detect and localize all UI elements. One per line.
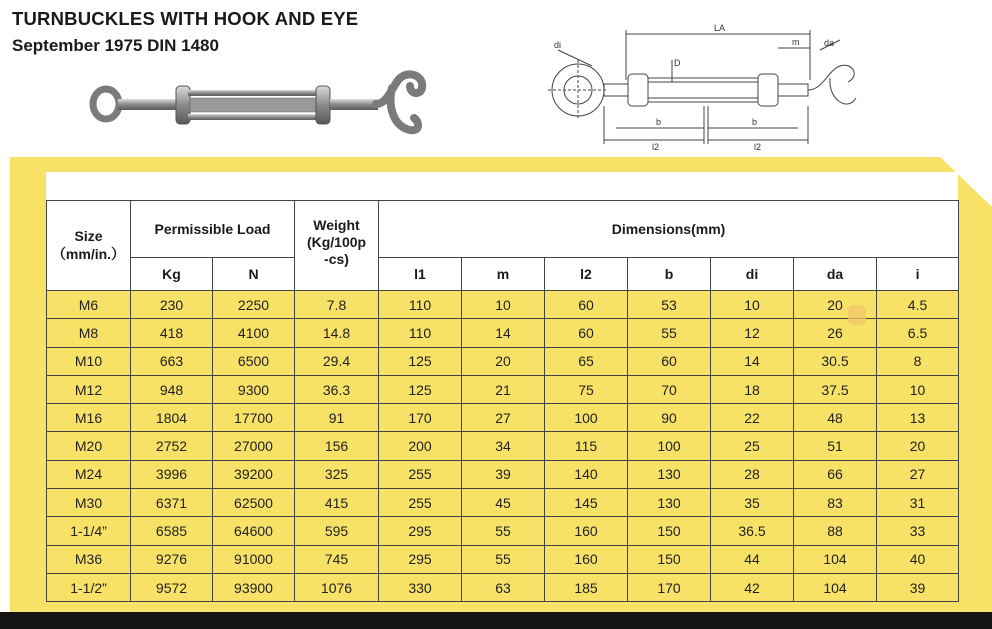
cell-m: 39 <box>462 460 545 488</box>
cell-size: M20 <box>47 432 131 460</box>
header-i: i <box>877 258 959 291</box>
spec-table <box>46 200 959 602</box>
cell-l1: 200 <box>379 432 462 460</box>
cell-l1: 295 <box>379 517 462 545</box>
page-subtitle: September 1975 DIN 1480 <box>12 36 219 55</box>
cell-i: 4.5 <box>877 291 959 319</box>
cell-di: 10 <box>711 291 794 319</box>
cell-b: 55 <box>628 319 711 347</box>
cell-weight: 36.3 <box>295 375 379 403</box>
cell-kg: 9572 <box>131 573 213 601</box>
technical-drawing <box>548 20 868 152</box>
cell-da: 104 <box>794 573 877 601</box>
cell-n: 64600 <box>213 517 295 545</box>
cell-weight: 14.8 <box>295 319 379 347</box>
cell-da: 20 <box>794 291 877 319</box>
bottom-bar <box>0 612 992 629</box>
cell-l1: 110 <box>379 291 462 319</box>
cell-m: 55 <box>462 545 545 573</box>
cell-l2: 160 <box>545 545 628 573</box>
cell-di: 22 <box>711 404 794 432</box>
cell-size: M16 <box>47 404 131 432</box>
table-row <box>47 573 959 601</box>
table-row <box>47 489 959 517</box>
cell-weight: 29.4 <box>295 347 379 375</box>
cell-size: M36 <box>47 545 131 573</box>
cell-m: 55 <box>462 517 545 545</box>
cell-size: M10 <box>47 347 131 375</box>
cell-l1: 125 <box>379 347 462 375</box>
cell-da: 48 <box>794 404 877 432</box>
cell-i: 13 <box>877 404 959 432</box>
cell-kg: 6585 <box>131 517 213 545</box>
cell-m: 14 <box>462 319 545 347</box>
header-di: di <box>711 258 794 291</box>
cell-size: 1-1/4” <box>47 517 131 545</box>
cell-size: M6 <box>47 291 131 319</box>
cell-n: 91000 <box>213 545 295 573</box>
drawing-label-di: di <box>554 40 562 50</box>
cell-b: 60 <box>628 347 711 375</box>
cell-l1: 295 <box>379 545 462 573</box>
table-row <box>47 375 959 403</box>
drawing-label-da: da <box>824 38 835 48</box>
cell-kg: 948 <box>131 375 213 403</box>
drawing-label-m: m <box>792 37 800 47</box>
cell-n: 27000 <box>213 432 295 460</box>
cell-i: 31 <box>877 489 959 517</box>
cell-m: 63 <box>462 573 545 601</box>
cell-da: 51 <box>794 432 877 460</box>
table-row <box>47 460 959 488</box>
header-permissible-load <box>131 201 295 258</box>
table-row <box>47 347 959 375</box>
cell-i: 33 <box>877 517 959 545</box>
cell-kg: 6371 <box>131 489 213 517</box>
cell-b: 90 <box>628 404 711 432</box>
table-top-strip <box>46 172 958 200</box>
cell-l2: 160 <box>545 517 628 545</box>
cell-di: 28 <box>711 460 794 488</box>
drawing-label-d: D <box>674 58 681 68</box>
cell-l1: 255 <box>379 489 462 517</box>
cell-b: 130 <box>628 489 711 517</box>
header-kg: Kg <box>131 258 213 291</box>
cell-n: 4100 <box>213 319 295 347</box>
cell-l1: 110 <box>379 319 462 347</box>
cell-di: 25 <box>711 432 794 460</box>
cell-i: 39 <box>877 573 959 601</box>
cell-l1: 125 <box>379 375 462 403</box>
cell-l2: 145 <box>545 489 628 517</box>
header-n: N <box>213 258 295 291</box>
cell-weight: 7.8 <box>295 291 379 319</box>
table-row <box>47 545 959 573</box>
drawing-label-la: LA <box>714 23 726 33</box>
cell-m: 20 <box>462 347 545 375</box>
cell-da: 83 <box>794 489 877 517</box>
cell-l2: 115 <box>545 432 628 460</box>
cell-n: 17700 <box>213 404 295 432</box>
watermark-icon <box>848 305 866 325</box>
cell-b: 100 <box>628 432 711 460</box>
cell-kg: 9276 <box>131 545 213 573</box>
cell-weight: 595 <box>295 517 379 545</box>
cell-n: 9300 <box>213 375 295 403</box>
cell-i: 8 <box>877 347 959 375</box>
header-l2: l2 <box>545 258 628 291</box>
cell-l1: 170 <box>379 404 462 432</box>
cell-weight: 91 <box>295 404 379 432</box>
header-weight <box>295 201 379 291</box>
cell-l1: 330 <box>379 573 462 601</box>
cell-weight: 745 <box>295 545 379 573</box>
cell-n: 6500 <box>213 347 295 375</box>
cell-kg: 230 <box>131 291 213 319</box>
cell-kg: 418 <box>131 319 213 347</box>
header-permissible-load-label: Permissible Load <box>154 221 271 237</box>
cell-kg: 3996 <box>131 460 213 488</box>
cell-size: 1-1/2” <box>47 573 131 601</box>
cell-da: 26 <box>794 319 877 347</box>
cell-di: 42 <box>711 573 794 601</box>
header-weight-label: Weight (Kg/100p -cs) <box>306 217 367 267</box>
cell-di: 36.5 <box>711 517 794 545</box>
cell-l2: 185 <box>545 573 628 601</box>
cell-kg: 663 <box>131 347 213 375</box>
cell-l2: 65 <box>545 347 628 375</box>
cell-m: 45 <box>462 489 545 517</box>
cell-l2: 140 <box>545 460 628 488</box>
header-m: m <box>462 258 545 291</box>
cell-i: 27 <box>877 460 959 488</box>
cell-m: 21 <box>462 375 545 403</box>
cell-m: 34 <box>462 432 545 460</box>
cell-l2: 100 <box>545 404 628 432</box>
cell-b: 170 <box>628 573 711 601</box>
cell-n: 2250 <box>213 291 295 319</box>
cell-da: 88 <box>794 517 877 545</box>
header-da: da <box>794 258 877 291</box>
cell-weight: 1076 <box>295 573 379 601</box>
cell-b: 150 <box>628 545 711 573</box>
cell-weight: 325 <box>295 460 379 488</box>
cell-n: 93900 <box>213 573 295 601</box>
header-dimensions-label: Dimensions(mm) <box>611 221 726 237</box>
cell-di: 14 <box>711 347 794 375</box>
cell-m: 10 <box>462 291 545 319</box>
cell-i: 6.5 <box>877 319 959 347</box>
cell-m: 27 <box>462 404 545 432</box>
cell-da: 104 <box>794 545 877 573</box>
cell-l2: 60 <box>545 319 628 347</box>
header-b: b <box>628 258 711 291</box>
page-title: TURNBUCKLES WITH HOOK AND EYE <box>12 8 359 29</box>
cell-di: 35 <box>711 489 794 517</box>
table-row <box>47 432 959 460</box>
cell-b: 70 <box>628 375 711 403</box>
drawing-label-l2-right: l2 <box>754 142 762 152</box>
cell-i: 10 <box>877 375 959 403</box>
cell-di: 44 <box>711 545 794 573</box>
header-size-label: Size （mm/in.） <box>51 227 126 262</box>
drawing-label-b-left: b <box>656 117 662 127</box>
header-size <box>47 201 131 291</box>
cell-di: 12 <box>711 319 794 347</box>
cell-l2: 75 <box>545 375 628 403</box>
table-row <box>47 319 959 347</box>
cell-da: 30.5 <box>794 347 877 375</box>
header-dimensions <box>379 201 959 258</box>
drawing-label-b-right: b <box>752 117 758 127</box>
cell-di: 18 <box>711 375 794 403</box>
table-row <box>47 404 959 432</box>
cell-size: M12 <box>47 375 131 403</box>
cell-weight: 156 <box>295 432 379 460</box>
cell-size: M30 <box>47 489 131 517</box>
table-row <box>47 517 959 545</box>
cell-l2: 60 <box>545 291 628 319</box>
cell-b: 130 <box>628 460 711 488</box>
turnbuckle-photo <box>88 66 428 144</box>
cell-size: M8 <box>47 319 131 347</box>
cell-b: 53 <box>628 291 711 319</box>
cell-kg: 2752 <box>131 432 213 460</box>
table-row <box>47 291 959 319</box>
cell-kg: 1804 <box>131 404 213 432</box>
cell-n: 39200 <box>213 460 295 488</box>
cell-weight: 415 <box>295 489 379 517</box>
cell-l1: 255 <box>379 460 462 488</box>
drawing-label-l2-left: l2 <box>652 142 660 152</box>
cell-b: 150 <box>628 517 711 545</box>
cell-n: 62500 <box>213 489 295 517</box>
spec-table-body <box>47 291 959 602</box>
cell-i: 40 <box>877 545 959 573</box>
cell-da: 37.5 <box>794 375 877 403</box>
cell-size: M24 <box>47 460 131 488</box>
cell-da: 66 <box>794 460 877 488</box>
cell-i: 20 <box>877 432 959 460</box>
header-l1: l1 <box>379 258 462 291</box>
